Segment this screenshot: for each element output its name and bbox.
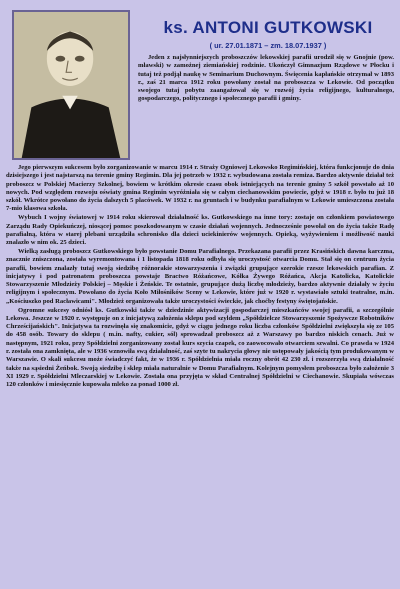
intro-block — [138, 54, 394, 104]
article-body — [6, 164, 394, 390]
header — [6, 4, 394, 164]
paragraph: Jego pierwszym sukcesem było zorganizowanie w marcu 1914 r. Straży Ogniowej Lekowsko Regimińskiej, która funkcjonuje do dnia dzisiejszego i jest najstarszą na terenie gminy Regimin. Dla jej potrzeb w 1932 r. wybudowana została remiza. Bardzo aktywnie działał też proboszcz w Polskiej Macierzy Szkolnej, bowiem w krótkim okresie czasu obok istniejących na terenie gminy 5 szkół powstało aż 10 nowych. Pod względem rozwoju oświaty gmina Regimin wyróżniała się w całym ciechanowskim powiecie, gdyż w 1918 r. było tu już 18 szkół. Wkrótce powołano do życia dalszych 5 placówek. W 1932 r. na gruntach i w budynku parafialnym w Lekowie umieszczona została 7-mio klasowa szkoła. — [6, 164, 394, 213]
page-title: ks. ANTONI GUTKOWSKI — [163, 18, 373, 37]
portrait-image — [14, 12, 128, 158]
paragraph: Wielką zasługą proboszcz Gutkowskiego było powstanie Domu Parafialnego. Przekazana parafii przez Krasińskich dawna karczma, znacznie zniszczona, została wyremontowana i 1 listopada 1818 roku odbyła się uroczystość otwarcia Domu. Stał się on centrum życia parafii, bowiem znalazły tutaj swoją siedzibę różnorakie stowarzyszenia i związki grupujące szerokie rzesze lekowskich parafian. Z inicjatywy i pod patronatem proboszcza powstaje Bractwo Różańcowe, Kółka Żywego Różańca, Akcja Katolicka, Katolickie Stowarzyszenie Młodzieży Polskiej – Męskie i Żeńskie. Te ostatnie, grupujące dużą liczbę młodzieży, bardzo aktywnie działały w życiu religijnym i społecznym. Powołano do życia Koło Miłośników Sceny w Lekowie, które już w 1920 r. wystawiało sztuki teatralne, m.in. „Kościuszko pod Racławicami". Młodzież organizowała także uroczystości świeckie, jak choćby festyny świętojańskie. — [6, 247, 394, 305]
paragraph: Ogromne sukcesy odniósł ks. Gutkowski także w dziedzinie aktywizacji gospodarczej mieszkańców swojej parafii, a szczególnie Lekowa. Jeszcze w 1920 r. występuje on z inicjatywą założenia sklepu pod szyldem „Spółdzielcze Stowarzyszenie Spożywcze Robotników Chrześcijańskich". Inicjatywa ta rozwinęła się znakomicie, gdyż w ciągu jednego roku liczba członków Spółdzielni zwiększyła się ze 105 do 458 osób. Towary do sklepu ( m.in. nafty, cukier, sól) sprowadzał proboszcz aż z Warszawy po bardzo niskich cenach. Już w następnym, 1921 roku, przy Spółdzielni zorganizowany został kurs szycia czapek, co zaowocowało otwarciem szwalni. Co prawda w 1924 r. została ona zamknięta, ale w 1936 wznowiła swą działalność, zaś szyte tu nakrycia głowy nie ustępowały jakością tym produkowanym w Warszawie. O skali sukcesu może świadczyć fakt, że w 1936 r. Spółdzielnia miała roczny obrót 42 230 zł. i rozszerzyła swą działalność także na sąsiedni Żeńbok. Swoją siedzibę i sklep miała naturalnie w Domu Parafialnym. Kolejnym pomysłem proboszcza było założenie 3 XI 1929 r. Spółdzielni Mleczarskiej w Lekowie. Została ona przyjęta w skład Centralnej Spółdzielni w Ciechanowie. Skupiała wówczas 120 członków i miesięcznie kupowała mleko za ponad 1000 zł. — [6, 306, 394, 389]
portrait-photo — [12, 10, 130, 160]
intro-paragraph: Jeden z najsłynniejszych proboszczów lekowskiej parafii urodził się w Gnojnie (pow. mławski) w zamożnej ziemiańskiej rodzinie. Ukończył Gimnazjum Rządowe w Płocku i tutaj też podjął naukę w Seminarium Duchownym. Święcenia kapłańskie otrzymał w 1893 r., zaś 21 marca 1912 roku powołany został na proboszcza w Lekowie. Od początku swojego tutaj pobytu zaangażował się w rozwój życia religijnego, kulturalnego, gospodarczego, politycznego i społecznego parafii i gminy. — [138, 54, 394, 103]
paragraph: Wybuch I wojny światowej w 1914 roku skierował działalność ks. Gutkowskiego na inne tory: zostaje on członkiem powiatowego Zarządu Rady Opiekuńczej, niosącej pomoc poszkodowanym w czasie działań wojennych. Jednocześnie powołał on do życia także Radę parafialną, która w starej plebani urządziła schronisko dla dzieci uciekinierów wojennych. Opieką, wyżywieniem i możliwość nauki znalazło w nim ok. 25 dzieci. — [6, 214, 394, 247]
life-dates: ( ur. 27.01.1871 – zm. 18.07.1937 ) — [209, 41, 327, 50]
